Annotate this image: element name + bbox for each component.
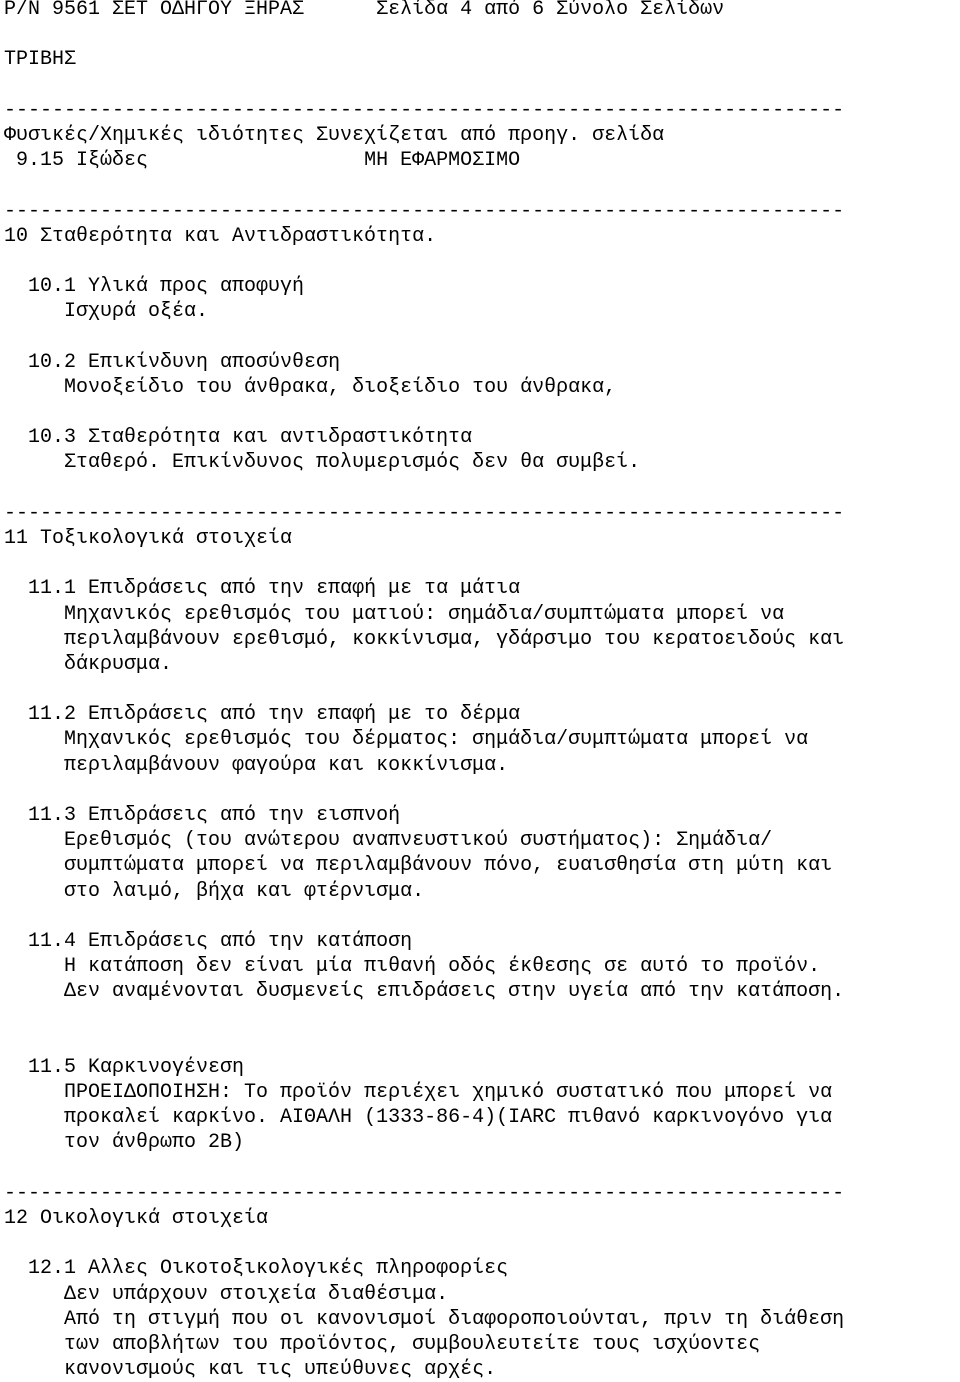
blank-line	[4, 778, 956, 803]
blank-line	[4, 324, 956, 349]
blank-line	[4, 173, 956, 198]
section-11-3-title: 11.3 Επιδράσεις από την εισπνοή	[28, 804, 401, 827]
section-10-1-title: 10.1 Υλικά προς αποφυγή	[28, 275, 305, 299]
product-name-continued: ΤΡΙΒΗΣ	[4, 48, 77, 72]
section-11-3-line: στο λαιμό, βήχα και φτέρνισμα.	[64, 879, 425, 903]
section-11-5-line: προκαλεί καρκίνο. ΑΙΘΑΛΗ (1333-86-4)(IARC πιθανό καρκινογόνο για	[64, 1106, 833, 1130]
subsection-text	[4, 602, 956, 627]
section-11-1-line: δάκρυσμα.	[64, 652, 173, 676]
subsection-text	[4, 450, 956, 475]
separator-line: ----------------------------------------------------------------------	[4, 501, 845, 525]
blank-line	[4, 22, 956, 47]
blank-line	[4, 1005, 956, 1030]
blank-line	[4, 904, 956, 929]
subsection-title	[4, 1055, 956, 1080]
section-11-5-line: ΠΡΟΕΙΔΟΠΟΙΗΣΗ: Το προϊόν περιέχει χημικό συστατικό που μπορεί να	[64, 1081, 833, 1105]
section-12-1-title: 12.1 Αλλες Οικοτοξικολογικές πληροφορίες	[28, 1257, 509, 1281]
subsection-text	[4, 853, 956, 878]
subsection-text	[4, 652, 956, 677]
blank-line	[4, 1231, 956, 1256]
subsection-text	[4, 1332, 956, 1357]
page-info: Σελίδα 4 από 6 Σύνολο Σελίδων	[376, 0, 725, 21]
subsection-text	[4, 375, 956, 400]
physchem-continued: Φυσικές/Χημικές ιδιότητες Συνεχίζεται από προηγ. σελίδα	[4, 123, 665, 147]
viscosity-label: 9.15 Ιξώδες	[16, 149, 149, 173]
blank-line	[4, 1030, 956, 1055]
subsection-text	[4, 299, 956, 324]
subsection-text	[4, 1307, 956, 1332]
section-10-3-title: 10.3 Σταθερότητα και αντιδραστικότητα	[28, 426, 473, 450]
blank-line	[4, 551, 956, 576]
subsection-title	[4, 425, 956, 450]
section-11-4-line: Δεν αναμένονται δυσμενείς επιδράσεις στην υγεία από την κατάποση.	[64, 980, 845, 1004]
product-code: P/N 9561 ΣΕΤ ΟΔΗΓΟΥ ΞΗΡΑΣ	[4, 0, 305, 21]
subsection-title	[4, 1256, 956, 1281]
subsection-text	[4, 627, 956, 652]
section-11-title: 11 Τοξικολογικά στοιχεία	[4, 526, 293, 550]
separator-line: ----------------------------------------------------------------------	[4, 1181, 845, 1205]
section-10-1-text: Ισχυρά οξέα.	[64, 300, 209, 324]
subsection-text	[4, 1282, 956, 1307]
section-12-1-line: κανονισμούς και τις υπεύθυνες αρχές.	[64, 1358, 497, 1382]
subsection-title	[4, 576, 956, 601]
subsection-title	[4, 929, 956, 954]
section-11-4-title: 11.4 Επιδράσεις από την κατάποση	[28, 929, 413, 953]
blank-line	[4, 400, 956, 425]
section-11-3-line: συμπτώματα μπορεί να περιλαμβάνουν πόνο, ευαισθησία στη μύτη και	[64, 854, 833, 878]
subsection-title	[4, 350, 956, 375]
subsection-text	[4, 727, 956, 752]
section-11-1-line: Μηχανικός ερεθισμός του ματιού: σημάδια/συμπτώματα μπορεί να	[64, 602, 785, 626]
subsection-title	[4, 702, 956, 727]
section-12-1-line: Δεν υπάρχουν στοιχεία διαθέσιμα.	[64, 1282, 449, 1306]
blank-line	[4, 249, 956, 274]
separator-line: ----------------------------------------------------------------------	[4, 199, 845, 223]
section-11-2-line: Μηχανικός ερεθισμός του δέρματος: σημάδια/συμπτώματα μπορεί να	[64, 728, 809, 752]
section-11-5-title: 11.5 Καρκινογένεση	[28, 1055, 245, 1079]
section-11-2-line: περιλαμβάνουν φαγούρα και κοκκίνισμα.	[64, 753, 509, 777]
section-12-1-line: Από τη στιγμή που οι κανονισμοί διαφοροποιούνται, πριν τη διάθεση	[64, 1307, 845, 1331]
subsection-title	[4, 274, 956, 299]
blank-line	[4, 476, 956, 501]
blank-line	[4, 73, 956, 98]
section-10-2-text: Μονοξείδιο του άνθρακα, διοξείδιο του άνθρακα,	[64, 375, 617, 399]
section-11-5-line: τον άνθρωπο 2B)	[64, 1131, 245, 1155]
subsection-text	[4, 1357, 956, 1382]
document-page	[4, 0, 956, 1382]
section-10-3-text: Σταθερό. Επικίνδυνος πολυμερισμός δεν θα συμβεί.	[64, 451, 641, 475]
subsection-text	[4, 753, 956, 778]
viscosity-row	[4, 148, 956, 173]
section-11-2-title: 11.2 Επιδράσεις από την επαφή με το δέρμα	[28, 703, 521, 727]
subsection-title	[4, 803, 956, 828]
subsection-text	[4, 828, 956, 853]
section-10-title: 10 Σταθερότητα και Αντιδραστικότητα.	[4, 224, 437, 248]
viscosity-value: ΜΗ ΕΦΑΡΜΟΣΙΜΟ	[364, 149, 521, 173]
subsection-text	[4, 879, 956, 904]
subsection-text	[4, 1105, 956, 1130]
subsection-text	[4, 954, 956, 979]
subsection-text	[4, 979, 956, 1004]
subsection-text	[4, 1130, 956, 1155]
section-12-title: 12 Οικολογικά στοιχεία	[4, 1207, 269, 1230]
header-continued-line	[4, 47, 956, 72]
section-11-4-line: Η κατάποση δεν είναι μία πιθανή οδός έκθεσης σε αυτό το προϊόν.	[64, 955, 821, 979]
section-11-1-title: 11.1 Επιδράσεις από την επαφή με τα μάτια	[28, 577, 521, 601]
blank-line	[4, 1156, 956, 1181]
section-11-1-line: περιλαμβάνουν ερεθισμό, κοκκίνισμα, γδάρσιμο του κερατοειδούς και	[64, 627, 845, 651]
section-11-3-line: Ερεθισμός (του ανώτερου αναπνευστικού συστήματος): Σημάδια/	[64, 829, 773, 853]
separator-line: ----------------------------------------------------------------------	[4, 98, 845, 122]
section-12-1-line: των αποβλήτων του προϊόντος, συμβουλευτείτε τους ισχύοντες	[64, 1332, 761, 1356]
blank-line	[4, 677, 956, 702]
section-10-2-title: 10.2 Επικίνδυνη αποσύνθεση	[28, 350, 341, 374]
subsection-text	[4, 1080, 956, 1105]
header-line	[4, 0, 956, 22]
